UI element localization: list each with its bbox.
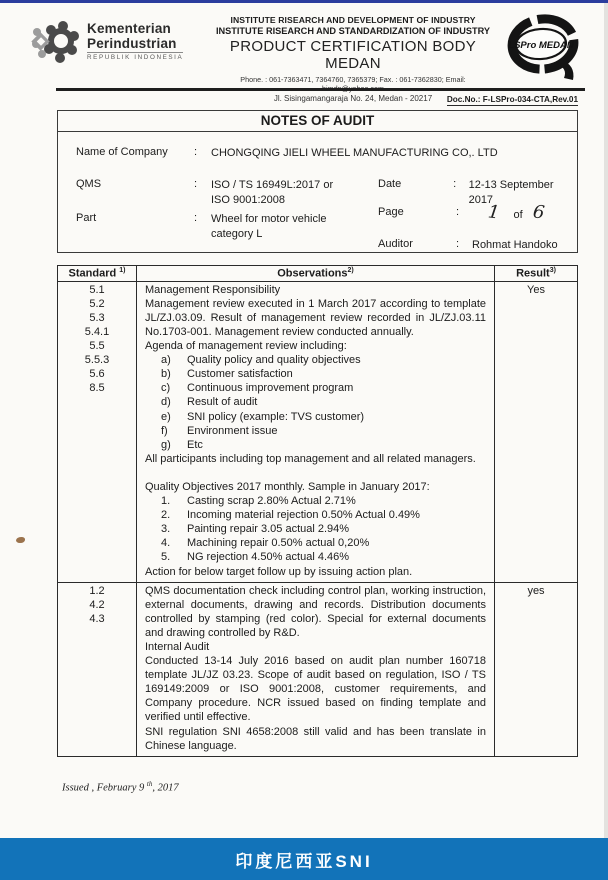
scan-stain bbox=[16, 537, 25, 543]
ministry-gear-icon bbox=[30, 16, 82, 68]
page-value bbox=[472, 201, 546, 224]
list-text: SNI policy (example: TVS customer) bbox=[187, 410, 365, 423]
list-item bbox=[145, 381, 486, 395]
scan-right-edge bbox=[604, 3, 608, 838]
observation-paragraph: Management Responsibility bbox=[145, 283, 281, 296]
result-cell: yes bbox=[527, 584, 545, 597]
field-auditor bbox=[378, 238, 558, 253]
list-item bbox=[145, 410, 486, 424]
list-text: Incoming material rejection 0.50% Actual 0.49% bbox=[187, 509, 420, 522]
colon: : bbox=[456, 238, 460, 250]
field-part bbox=[76, 212, 327, 241]
standard-clause: 5.6 bbox=[89, 368, 105, 381]
list-item bbox=[145, 536, 486, 550]
list-marker: b) bbox=[161, 368, 171, 381]
field-page bbox=[378, 201, 546, 224]
field-company bbox=[76, 146, 498, 161]
company-label: Name of Company bbox=[76, 146, 168, 158]
list-item bbox=[145, 353, 486, 367]
observation-paragraph: QMS documentation check including control plan, working instruction, external documents, drawing and records. Distribution documents controlled by stamping (red color). Special for external documents and drawing controlled by R&D. bbox=[145, 584, 486, 639]
address-line: Jl. Sisingamangaraja No. 24, Medan - 20217 bbox=[273, 94, 433, 103]
institute-line1: INSTITUTE RISEARCH AND DEVELOPMENT OF INDUSTRY bbox=[230, 15, 476, 25]
colon: : bbox=[456, 206, 460, 218]
page-total-handwritten: 6 bbox=[531, 201, 546, 224]
auditor-label: Auditor bbox=[378, 238, 413, 250]
page-of: of bbox=[513, 209, 523, 221]
observation-paragraph: All participants including top management and all related managers. bbox=[145, 452, 476, 465]
standard-clause: 8.5 bbox=[89, 382, 105, 395]
list-item bbox=[145, 550, 486, 564]
list-text: Machining repair 0.50% actual 0,20% bbox=[187, 537, 370, 550]
table-row bbox=[58, 282, 577, 582]
standard-clause: 4.2 bbox=[89, 598, 105, 611]
header-standard: Standard $^{1)}$ bbox=[68, 267, 126, 280]
certification-body-name: PRODUCT CERTIFICATION BODY MEDAN bbox=[229, 38, 477, 72]
list-marker: 1. bbox=[161, 495, 171, 508]
list-marker: 4. bbox=[161, 537, 171, 550]
blank-line bbox=[145, 466, 486, 480]
ministry-logo bbox=[30, 13, 212, 68]
colon: : bbox=[194, 212, 198, 224]
auditor-value: Rohmat Handoko bbox=[472, 239, 558, 251]
observation-paragraph: Agenda of management review including: bbox=[145, 340, 347, 353]
footer-banner-text: 印度尼西亚SNI bbox=[235, 851, 373, 871]
page-label: Page bbox=[378, 206, 404, 218]
table-row bbox=[58, 582, 577, 756]
header-observations: Observations$^{2)}$ bbox=[136, 266, 495, 281]
observation-paragraph: Management review executed in 1 March 2017 according to template JL/ZJ.03.09. Result of management review recorded in JL/ZJ.03.11 No.1703-001. Management review conducted annually. bbox=[145, 297, 486, 338]
date-label: Date bbox=[378, 178, 402, 190]
standard-clause: 5.1 bbox=[89, 283, 105, 296]
list-item bbox=[145, 424, 486, 438]
date-value: 12-13 September 2017 bbox=[468, 179, 554, 206]
audit-table bbox=[57, 265, 578, 757]
lspro-logo-text: LSPro MEDAN bbox=[508, 40, 574, 51]
institute-line2: INSTITUTE RISEARCH AND STANDARDIZATION OF INDUSTRY bbox=[215, 26, 491, 36]
table-header-row bbox=[58, 266, 577, 282]
header-result: Result$^{3)}$ bbox=[516, 267, 556, 280]
standard-cell bbox=[58, 282, 136, 582]
lspro-q-icon bbox=[498, 13, 594, 83]
list-item bbox=[145, 395, 486, 409]
observations-cell bbox=[136, 282, 495, 582]
list-text: Painting repair 3.05 actual 2.94% bbox=[187, 523, 350, 536]
qms-label: QMS bbox=[76, 178, 102, 190]
page-current-handwritten: 1 bbox=[486, 201, 501, 224]
audit-fields bbox=[58, 132, 577, 250]
list-text: Environment issue bbox=[187, 424, 278, 437]
part-label: Part bbox=[76, 212, 97, 224]
standard-cell bbox=[58, 583, 136, 756]
list-text: Customer satisfaction bbox=[187, 368, 293, 381]
list-text: Casting scrap 2.80% Actual 2.71% bbox=[187, 495, 356, 508]
colon: : bbox=[453, 178, 457, 190]
standard-clause: 4.3 bbox=[89, 612, 105, 625]
lspro-logo bbox=[494, 13, 598, 88]
list-marker: 2. bbox=[161, 509, 171, 522]
list-marker: a) bbox=[161, 354, 171, 367]
list-item bbox=[145, 508, 486, 522]
list-marker: d) bbox=[161, 396, 171, 409]
ministry-name-block bbox=[87, 16, 183, 68]
standard-clause: 5.2 bbox=[89, 297, 105, 310]
colon: : bbox=[194, 146, 198, 158]
field-date bbox=[378, 178, 577, 207]
list-marker: f) bbox=[161, 424, 168, 437]
observation-paragraph: SNI regulation SNI 4658:2008 still valid and has been translate in Chinese language. bbox=[145, 725, 486, 752]
observation-paragraph: Action for below target follow up by issuing action plan. bbox=[145, 565, 413, 578]
list-marker: e) bbox=[161, 410, 171, 423]
observations-cell bbox=[136, 583, 495, 756]
list-marker: g) bbox=[161, 438, 171, 451]
list-text: Continuous improvement program bbox=[187, 382, 354, 395]
top-accent-line bbox=[0, 0, 608, 3]
list-marker: 5. bbox=[161, 551, 171, 564]
footer-banner bbox=[0, 838, 608, 880]
audit-table-body bbox=[58, 282, 577, 756]
header-divider bbox=[56, 88, 585, 91]
company-value: CHONGQING JIELI WHEEL MANUFACTURING CO,. LTD bbox=[211, 147, 498, 159]
issued-note: Issued , February 9 $^{th}$, 2017 bbox=[62, 780, 179, 794]
standard-clause: 5.5.3 bbox=[84, 354, 110, 367]
list-item bbox=[145, 367, 486, 381]
observation-paragraph: Internal Audit bbox=[145, 641, 210, 653]
result-cell: Yes bbox=[527, 283, 545, 296]
standard-clause: 5.4.1 bbox=[84, 325, 110, 338]
standard-clause: 5.3 bbox=[89, 311, 105, 324]
standard-clause: 5.5 bbox=[89, 340, 105, 353]
doc-number: Doc.No.: F-LSPro-034-CTA,Rev.01 bbox=[446, 95, 578, 104]
notes-title: NOTES OF AUDIT bbox=[58, 111, 577, 132]
list-marker: 3. bbox=[161, 523, 171, 536]
observation-paragraph: Conducted 13-14 July 2016 based on audit plan number 160718 template JL/JZ 03.23. Scope of audit based on regulation, ISO / TS 169149:2009 or ISO 9001:2008, customer requirements, and Company procedure. NCR issued based on finding template and verified until effective. bbox=[145, 655, 486, 724]
list-item bbox=[145, 438, 486, 452]
part-value: Wheel for motor vehicle category L bbox=[211, 213, 327, 240]
colon: : bbox=[194, 178, 198, 190]
list-text: Result of audit bbox=[187, 396, 258, 409]
standard-clause: 1.2 bbox=[89, 584, 105, 597]
list-item bbox=[145, 522, 486, 536]
list-marker: c) bbox=[161, 382, 171, 395]
contact-line: Phone. : 061-7363471, 7364760, 7365379; Fax. : 061-7362830; Email: bimdn@yahoo.com bbox=[240, 75, 466, 93]
ministry-name-line3: REPUBLIK INDONESIA bbox=[87, 54, 184, 61]
ministry-name-line1: Kementerian bbox=[87, 21, 171, 36]
qms-value: ISO / TS 16949L:2017 or ISO 9001:2008 bbox=[211, 179, 334, 206]
field-qms bbox=[76, 178, 333, 207]
list-text: NG rejection 4.50% actual 4.46% bbox=[187, 551, 350, 564]
list-item bbox=[145, 494, 486, 508]
list-text: Etc bbox=[187, 438, 203, 451]
ministry-name-line2: Perindustrian bbox=[87, 35, 177, 51]
list-text: Quality policy and quality objectives bbox=[187, 354, 361, 367]
observation-paragraph: Quality Objectives 2017 monthly. Sample in January 2017: bbox=[145, 480, 430, 493]
notes-of-audit-box bbox=[57, 110, 578, 253]
